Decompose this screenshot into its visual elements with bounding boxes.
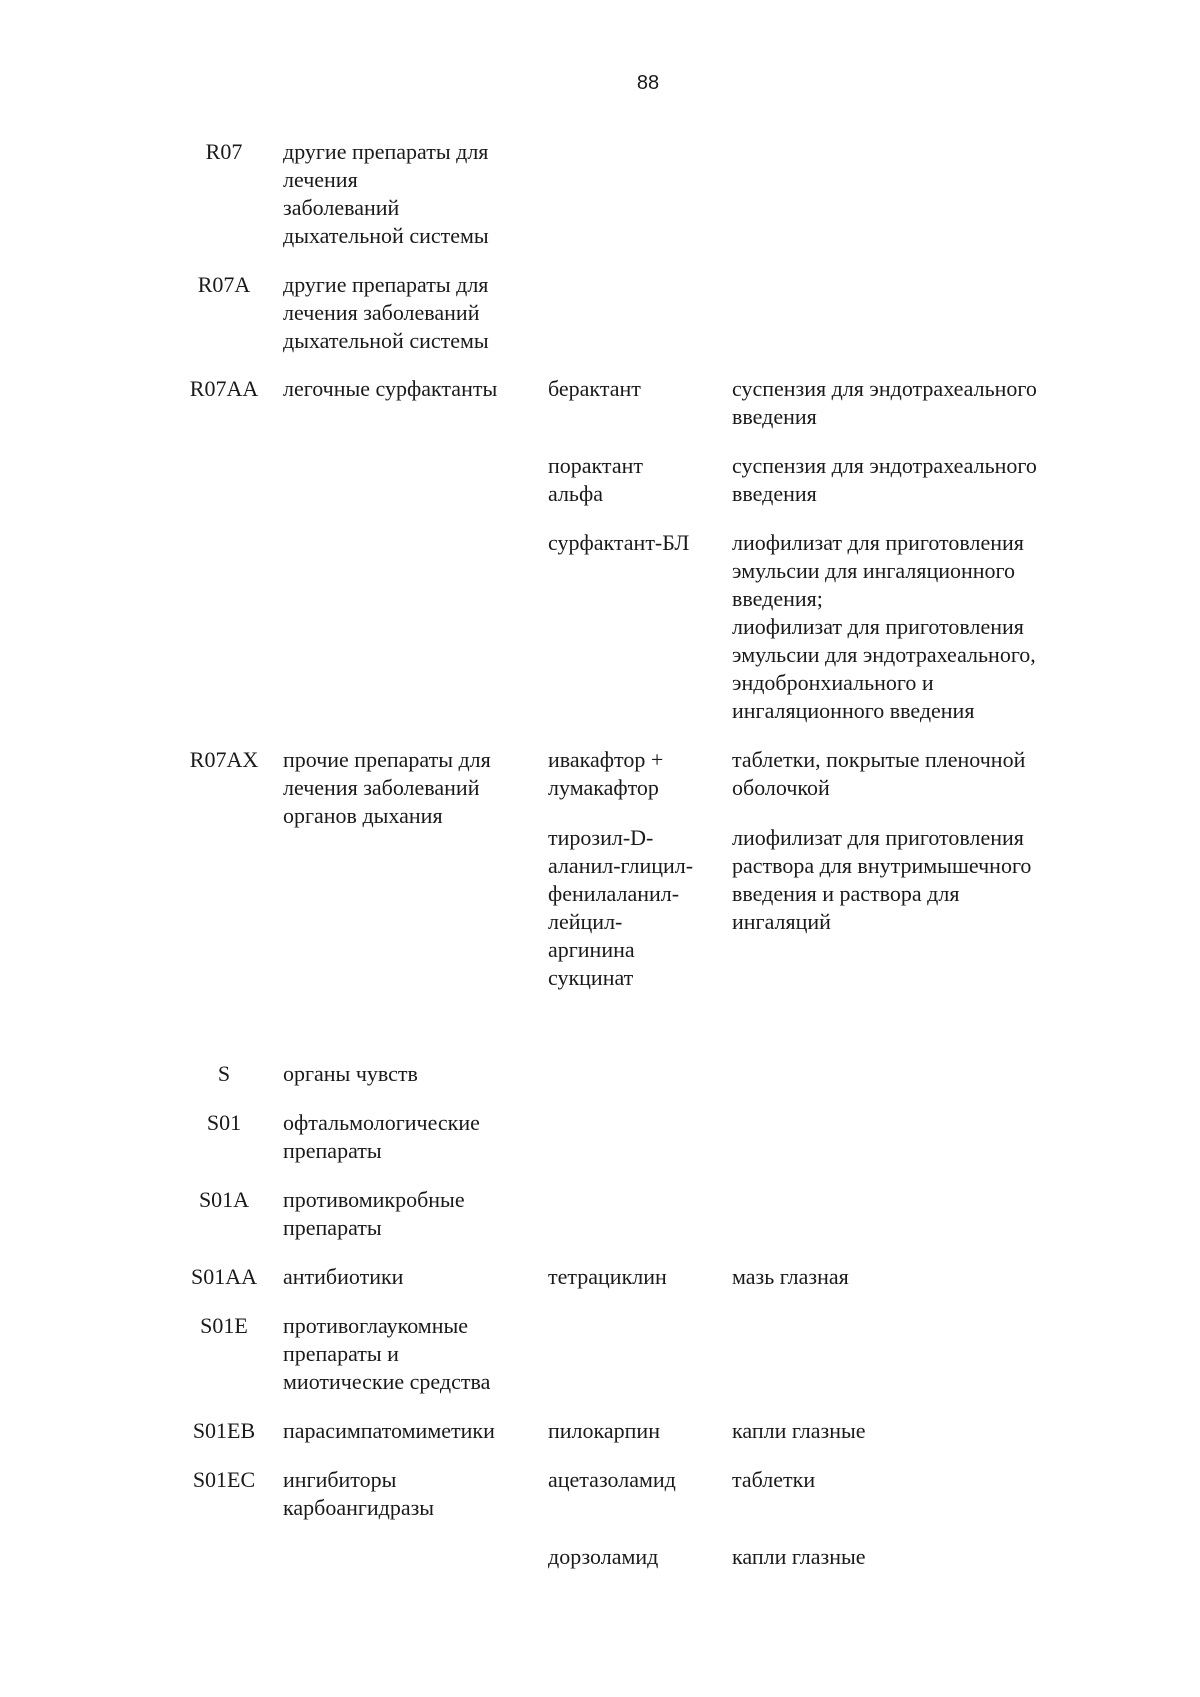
drug-name: ивакафтор + лумакафтор	[548, 747, 664, 800]
atc-code: R07A	[197, 272, 251, 297]
group-name: офтальмологические препараты	[283, 1110, 480, 1163]
drug-name: тирозил-D- аланил-глицил- фенилаланил- лейцил- аргинина сукцинат	[548, 825, 694, 990]
drug-name: пилокарпин	[548, 1418, 660, 1443]
group-name: парасимпатомиметики	[283, 1418, 495, 1443]
atc-code: S01	[206, 1110, 242, 1135]
group-name: противоглаукомные препараты и миотические средства	[283, 1313, 491, 1394]
group-name: другие препараты для лечения заболеваний дыхательной системы	[283, 272, 489, 353]
drug-name: дорзоламид	[548, 1544, 659, 1569]
dosage-form: суспензия для эндотрахеального введения	[732, 453, 1037, 506]
dosage-form: капли глазные	[732, 1418, 866, 1443]
drug-name: берактант	[548, 376, 641, 401]
atc-code: S	[217, 1061, 231, 1086]
dosage-form: капли глазные	[732, 1544, 866, 1569]
dosage-form: лиофилизат для приготовления раствора для внутримышечного введения и раствора для ингаляций	[732, 825, 1032, 934]
group-name: противомикробные препараты	[283, 1187, 465, 1240]
atc-code: S01EB	[192, 1418, 256, 1443]
atc-code: R07AX	[189, 747, 259, 772]
atc-code: S01E	[200, 1313, 248, 1338]
group-name: органы чувств	[283, 1061, 418, 1086]
group-name: ингибиторы карбоангидразы	[283, 1467, 435, 1520]
group-name: прочие препараты для лечения заболеваний органов дыхания	[283, 747, 491, 828]
page-number: 88	[636, 72, 660, 94]
dosage-form: суспензия для эндотрахеального введения	[732, 376, 1037, 429]
drug-name: тетрациклин	[548, 1264, 667, 1289]
group-name: антибиотики	[283, 1264, 404, 1289]
drug-name: ацетазоламид	[548, 1467, 676, 1492]
dosage-form: таблетки	[732, 1467, 816, 1492]
atc-code: S01EC	[192, 1467, 256, 1492]
dosage-form: мазь глазная	[732, 1264, 849, 1289]
group-name: другие препараты для лечения заболеваний дыхательной системы	[283, 139, 489, 248]
dosage-form: таблетки, покрытые пленочной оболочкой	[732, 747, 1026, 800]
atc-code: S01AA	[190, 1264, 257, 1289]
dosage-form: лиофилизат для приготовления эмульсии для ингаляционного введения; лиофилизат для приготовления эмульсии для эндотрахеального, эндобронхиального и ингаляционного введения	[732, 530, 1036, 723]
atc-code: R07AA	[189, 376, 259, 401]
drug-name: сурфактант-БЛ	[548, 530, 690, 555]
drug-name: порактант альфа	[548, 453, 643, 506]
atc-code: R07	[205, 139, 243, 164]
group-name: легочные сурфактанты	[283, 376, 498, 401]
atc-code: S01A	[198, 1187, 250, 1212]
